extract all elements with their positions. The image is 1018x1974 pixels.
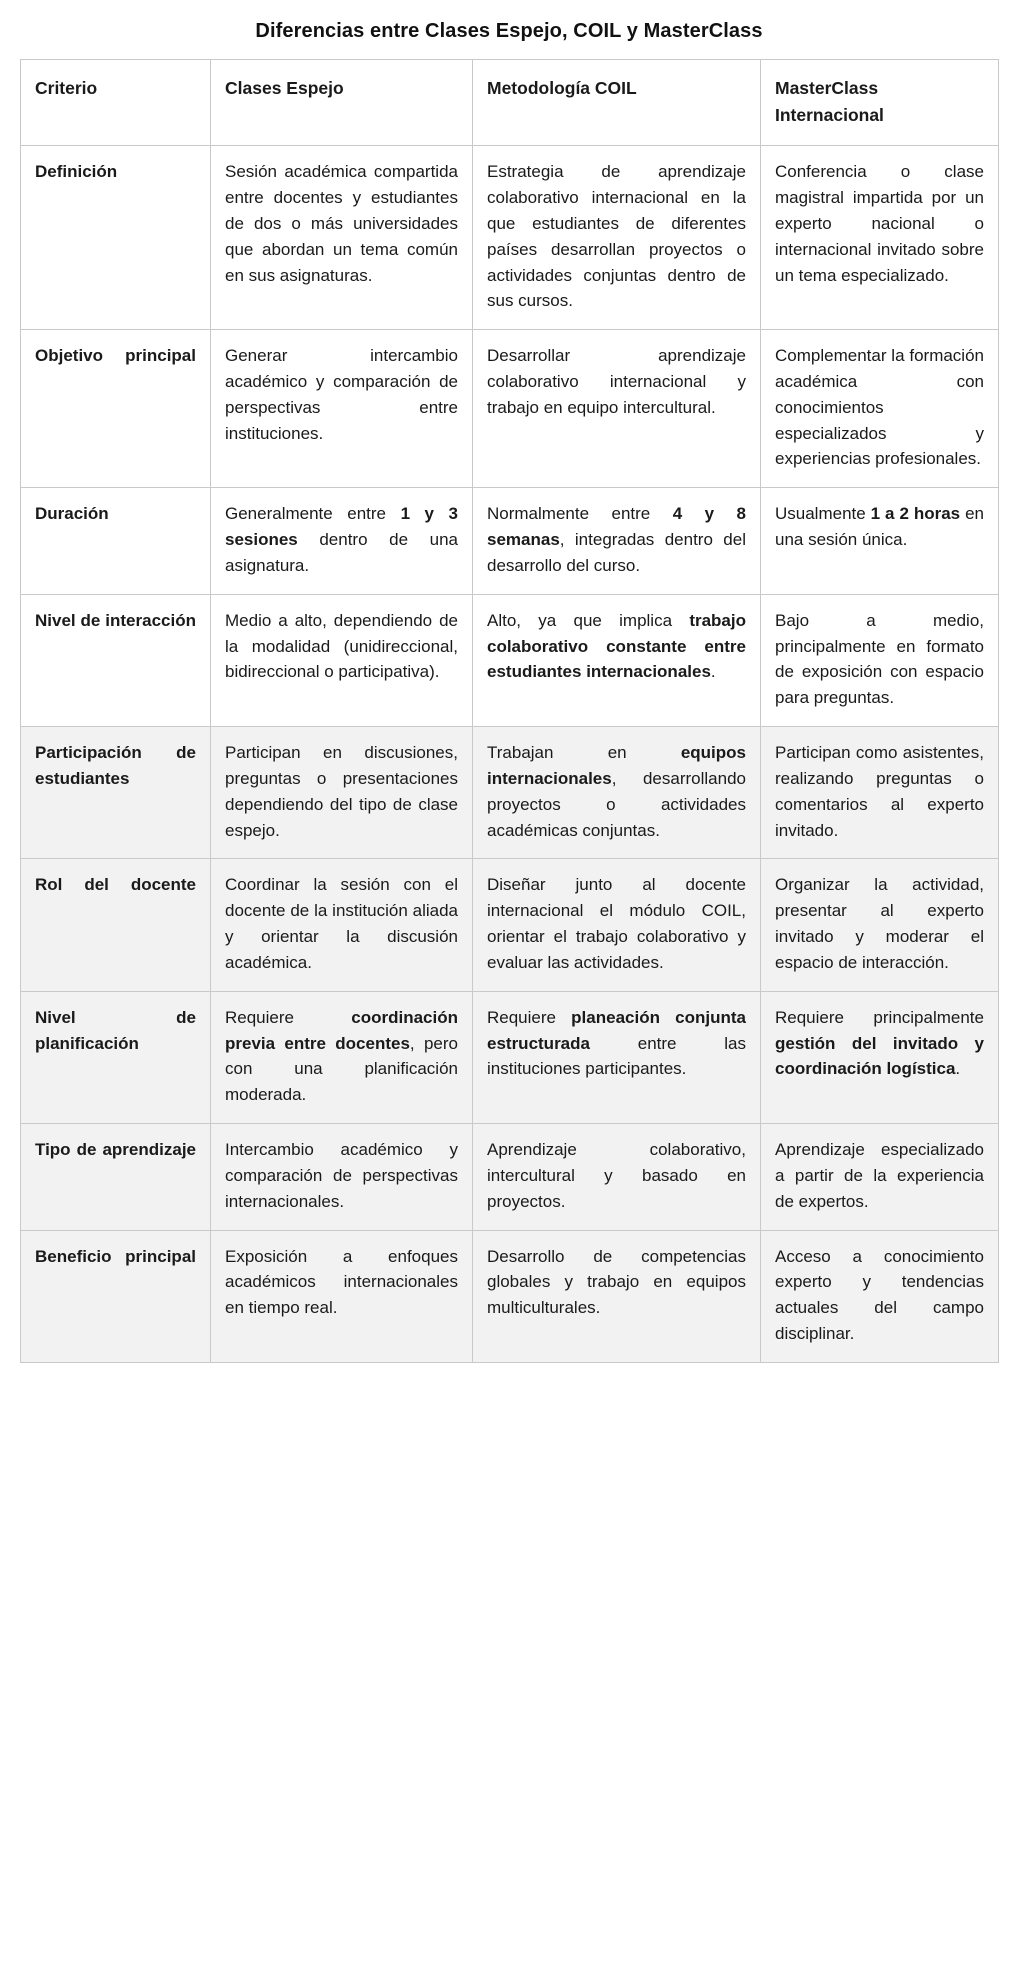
- criterion-cell: Participación de estudiantes: [21, 727, 211, 859]
- criterion-cell: Nivel de planificación: [21, 991, 211, 1123]
- cell-masterclass: Acceso a conocimiento experto y tendencias actuales del campo disciplinar.: [761, 1230, 999, 1362]
- criterion-cell: Duración: [21, 488, 211, 594]
- table-body: [21, 146, 999, 1363]
- column-header-clases-espejo: Clases Espejo: [211, 60, 473, 146]
- comparison-table: [20, 59, 999, 1363]
- cell-coil: Alto, ya que implica trabajo colaborativo constante entre estudiantes internacionales.: [473, 594, 761, 726]
- cell-masterclass: Aprendizaje especializado a partir de la experiencia de expertos.: [761, 1124, 999, 1230]
- table-header-row: [21, 60, 999, 146]
- page-title: Diferencias entre Clases Espejo, COIL y MasterClass: [255, 20, 763, 42]
- criterion-cell: Rol del docente: [21, 859, 211, 991]
- cell-espejo: Coordinar la sesión con el docente de la institución aliada y orientar la discusión académica.: [211, 859, 473, 991]
- cell-masterclass: Usualmente 1 a 2 horas en una sesión única.: [761, 488, 999, 594]
- cell-masterclass: Organizar la actividad, presentar al experto invitado y moderar el espacio de interacción.: [761, 859, 999, 991]
- cell-masterclass: Requiere principalmente gestión del invitado y coordinación logística.: [761, 991, 999, 1123]
- table-row: [21, 146, 999, 330]
- cell-espejo: Generar intercambio académico y comparación de perspectivas entre instituciones.: [211, 330, 473, 488]
- cell-espejo: Sesión académica compartida entre docentes y estudiantes de dos o más universidades que abordan un tema común en sus asignaturas.: [211, 146, 473, 330]
- cell-espejo: Generalmente entre 1 y 3 sesiones dentro de una asignatura.: [211, 488, 473, 594]
- cell-espejo: Participan en discusiones, preguntas o presentaciones dependiendo del tipo de clase espejo.: [211, 727, 473, 859]
- table-header: [21, 60, 999, 146]
- column-header-metodologia-coil: Metodología COIL: [473, 60, 761, 146]
- cell-coil: Diseñar junto al docente internacional el módulo COIL, orientar el trabajo colaborativo y evaluar las actividades.: [473, 859, 761, 991]
- cell-coil: Desarrollar aprendizaje colaborativo internacional y trabajo en equipo intercultural.: [473, 330, 761, 488]
- cell-espejo: Requiere coordinación previa entre docentes, pero con una planificación moderada.: [211, 991, 473, 1123]
- cell-coil: Trabajan en equipos internacionales, desarrollando proyectos o actividades académicas conjuntas.: [473, 727, 761, 859]
- cell-coil: Estrategia de aprendizaje colaborativo internacional en la que estudiantes de diferentes países desarrollan proyectos o actividades conjuntas dentro de sus cursos.: [473, 146, 761, 330]
- table-row: [21, 488, 999, 594]
- table-row: [21, 594, 999, 726]
- cell-espejo: Medio a alto, dependiendo de la modalidad (unidireccional, bidireccional o participativa).: [211, 594, 473, 726]
- cell-masterclass: Complementar la formación académica con conocimientos especializados y experiencias profesionales.: [761, 330, 999, 488]
- criterion-cell: Nivel de interacción: [21, 594, 211, 726]
- cell-masterclass: Participan como asistentes, realizando preguntas o comentarios al experto invitado.: [761, 727, 999, 859]
- column-header-masterclass-internacional: MasterClass Internacional: [761, 60, 999, 146]
- cell-coil: Aprendizaje colaborativo, intercultural y basado en proyectos.: [473, 1124, 761, 1230]
- table-row: [21, 727, 999, 859]
- cell-coil: Desarrollo de competencias globales y trabajo en equipos multiculturales.: [473, 1230, 761, 1362]
- cell-coil: Requiere planeación conjunta estructurada entre las instituciones participantes.: [473, 991, 761, 1123]
- cell-espejo: Intercambio académico y comparación de perspectivas internacionales.: [211, 1124, 473, 1230]
- cell-masterclass: Bajo a medio, principalmente en formato de exposición con espacio para preguntas.: [761, 594, 999, 726]
- cell-coil: Normalmente entre 4 y 8 semanas, integradas dentro del desarrollo del curso.: [473, 488, 761, 594]
- column-header-criterio: Criterio: [21, 60, 211, 146]
- table-row: [21, 330, 999, 488]
- cell-masterclass: Conferencia o clase magistral impartida por un experto nacional o internacional invitado sobre un tema especializado.: [761, 146, 999, 330]
- criterion-cell: Tipo de aprendizaje: [21, 1124, 211, 1230]
- criterion-cell: Definición: [21, 146, 211, 330]
- cell-espejo: Exposición a enfoques académicos internacionales en tiempo real.: [211, 1230, 473, 1362]
- table-row: [21, 1124, 999, 1230]
- table-row: [21, 859, 999, 991]
- criterion-cell: Objetivo principal: [21, 330, 211, 488]
- criterion-cell: Beneficio principal: [21, 1230, 211, 1362]
- table-row: [21, 1230, 999, 1362]
- table-row: [21, 991, 999, 1123]
